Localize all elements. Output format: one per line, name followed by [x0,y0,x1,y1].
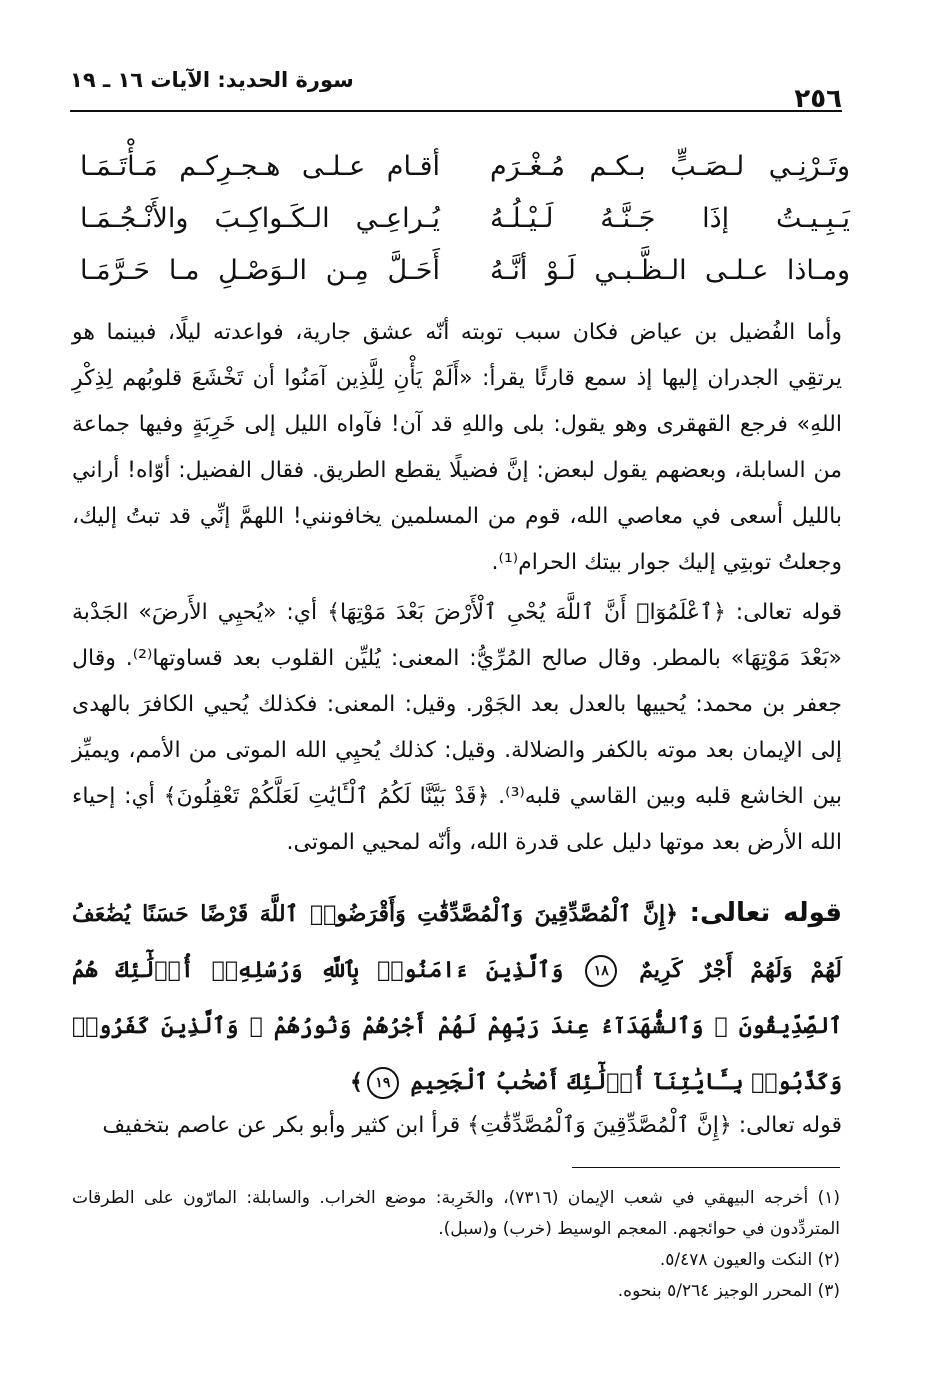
footnote: (٣) المحرر الوجيز ٥/٢٦٤ بنحوه. [617,1281,840,1301]
ayah-number-marker: ١٩ [367,1067,399,1099]
running-header [70,62,842,114]
quran-verse-block [72,885,842,1110]
paragraph-reading [72,1103,842,1149]
footnote: (٢) النكت والعيون ٥/٤٧٨. [659,1250,840,1270]
page-number: ٢٥٦ [794,84,842,114]
poem [80,140,850,296]
verse-text-part1: ﴿إِنَّ ٱلْمُصَّدِّقِينَ وَٱلْمُصَّدِّقَٰتِ وَأَقْرَضُوا۟ ٱللَّهَ قَرْضًا حَسَنًا يُضَٰعَفُ لَهُمْ وَلَهُمْ أَجْرٌ كَرِيمٌ [72,901,842,983]
paragraph-text: وأما الفُضيل بن عياض فكان سبب توبته أنّه عشق جارية، فواعدته ليلًا، فبينما هو يرتقِي الجدران إليها إذ سمع قارئًا يقرأ: «أَلَمْ يَأْنِ لِلَّذِين آمَنُوا أن تَخْشَعَ قلوبُهم لِذِكْرِ اللهِ» فرجع القهقرى وهو يقول: بلى واللهِ قد آن! فآواه الليل إلى خَرِبَةٍ وفيها جماعة من السابلة، وبعضهم يقول لبعض: إنَّ فضيلًا يقطع الطريق. فقال الفضيل: أوّاه! أراني بالليل أسعى في معاصي الله، قوم من المسلمين يخافونني! اللهمَّ إنِّي قد تبتُ إليك، وجعلتُ توبتِي إليك جوار بيتك الحرام⁽¹⁾. [72,320,842,575]
hemistich-first: يَـبِـيـتُ إذَا جَـنَّـهُ لَـيْـلُـهُ [490,202,850,234]
paragraph-fudayl [72,310,842,586]
ayah-number-marker: ١٨ [585,955,617,987]
footnotes [72,1183,840,1307]
poem-verse [80,140,850,192]
verse-text-part2: وَٱلَّذِينَ ءَامَنُوا۟ بِٱللَّهِ وَرُسُلِهِۦٓ أُو۟لَٰٓئِكَ هُمُ ٱلصِّدِّيقُونَ ۖ وَٱلشُّهَدَآءُ عِندَ رَبِّهِمْ لَهُمْ أَجْرُهُمْ وَنُورُهُمْ ۖ وَٱلَّذِينَ كَفَرُوا۟ وَكَذَّبُوا۟ بِـَٔايَٰتِنَآ أُو۟لَٰٓئِكَ أَصْحَٰبُ ٱلْجَحِيمِ [72,957,842,1095]
verse-close-bracket: ﴾ [349,1069,363,1095]
header-rule [70,110,842,112]
paragraph-text: قوله تعالى: ﴿ٱعْلَمُوٓا۟ أَنَّ ٱللَّهَ يُحْىِ ٱلْأَرْضَ بَعْدَ مَوْتِهَا﴾ أي: «يُحيِي الأَرضَ» الجَدْبة «بَعْدَ مَوْتِهَا» بالمطر. وقال صالح المُرِّيُّ: المعنى: يُليِّن القلوب بعد قساوتها⁽²⁾. وقال جعفر بن محمد: يُحييها بالعدل بعد الجَوْر. وقيل: المعنى: فكذلك يُحيي الكافرَ بالهدى إلى الإيمان بعد موته بالكفر والضلالة. وقيل: كذلك يُحيِي الله الموتى من الأمم، ويميِّز بين الخاشع قلبه وبين القاسي قلبه⁽³⁾. ﴿قَدْ بَيَّنَّا لَكُمُ ٱلْـَٔايَٰتِ لَعَلَّكُمْ تَعْقِلُونَ﴾ أي: إحياء الله الأرض بعد موتها دليل على قدرة الله، وأنّه لمحيي الموتى. [72,600,842,855]
footnote-separator [572,1167,840,1168]
poem-verse [80,244,850,296]
paragraph-tafsir [72,590,842,866]
header-title: سورة الحديد: الآيات ١٦ ـ ١٩ [70,68,354,92]
hemistich-first: وتَـرْنِـي لـصَـبٍّ بـكـم مُـغْـرَم [490,150,850,182]
hemistich-first: ومـاذا عـلـى الـظَّـبـي لَـوْ أنَّـهُ [490,254,850,286]
hemistich-second: أَحَـلَّ مِـن الـوَصْـلِ مـا حَـرَّمَـا [80,254,440,286]
paragraph-text: قوله تعالى: ﴿إِنَّ ٱلْمُصَّدِّقِينَ وَٱلْمُصَّدِّقَٰتِ﴾ قرأ ابن كثير وأبو بكر عن عاصم بتخفيف [102,1113,842,1138]
hemistich-second: أقـام عـلـى هـجـرِكـم مَـأْتَـمَـا [80,150,440,182]
hemistich-second: يُـراعِـي الـكَـواكِـبَ والأَنْـجُـمَـا [80,202,440,234]
poem-verse [80,192,850,244]
verse-lead: قوله تعالى: [689,898,842,928]
footnote: (١) أخرجه البيهقي في شعب الإيمان (٧٣١٦)، والخَرِبة: موضع الخراب. والسابلة: المارّون على الطرقات المتردِّدون في حوائجهم. المعجم الوسيط (خرب) و(سبل). [72,1188,840,1239]
